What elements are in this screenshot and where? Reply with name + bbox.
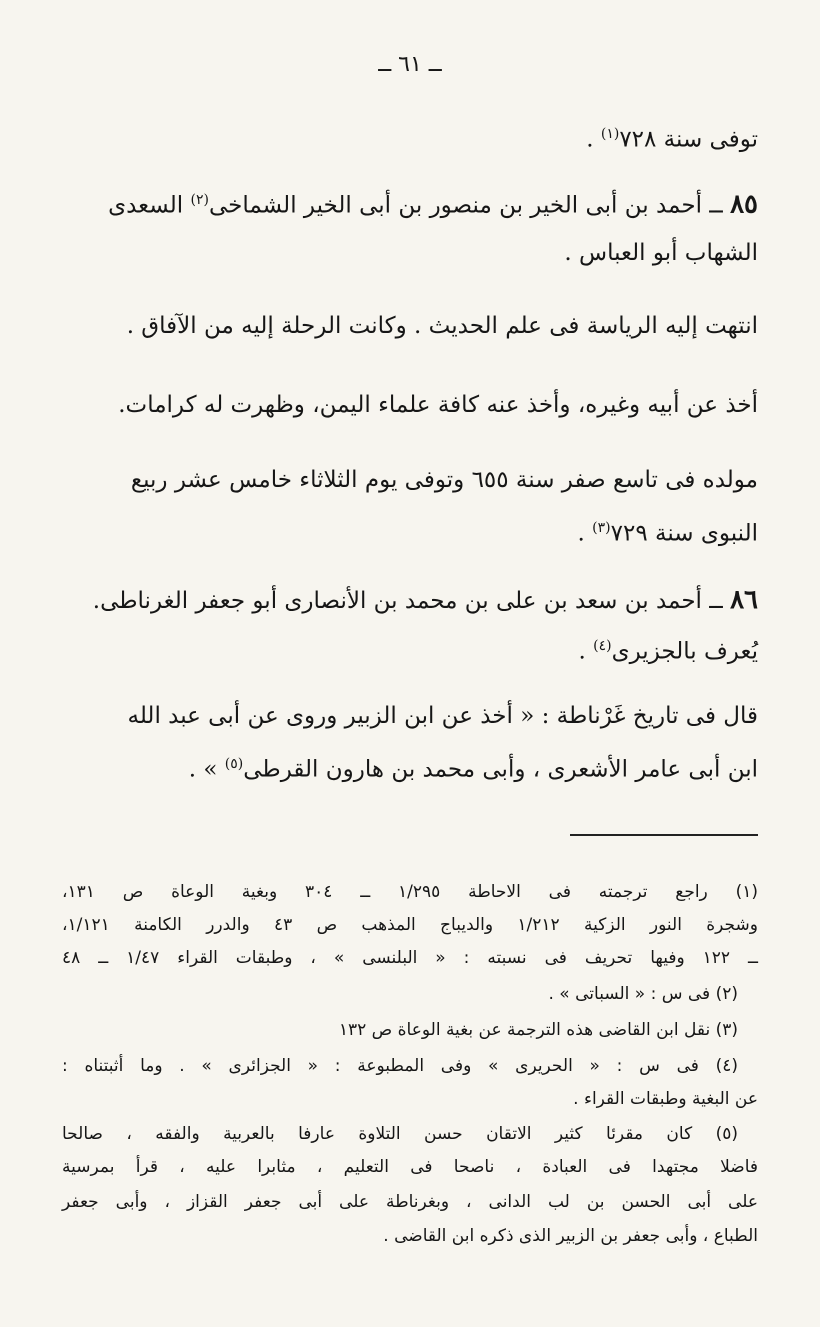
birth-line-2-text: النبوى سنة ٧٢٩ bbox=[610, 520, 758, 547]
footnote-4-line-2: عن البغية وطبقات القراء . bbox=[573, 1089, 758, 1109]
paragraph-teachers: أخذ عن أبيه وغيره، وأخذ عنه كافة علماء اليمن، وظهرت له كرامات. bbox=[118, 392, 758, 418]
entry-85-nisba: السعدى bbox=[108, 192, 184, 219]
quote-line-2 bbox=[62, 748, 758, 786]
footnote-5-line-4: الطباع ، وأبى جعفر بن الزبير الذى ذكره ابن القاضى . bbox=[383, 1226, 758, 1246]
quote-close: » . bbox=[188, 756, 218, 783]
footnote-5-line-2: فاضلا مجتهدا فى العبادة ، ناصحا فى التعليم ، مثابرا عليه ، قرأ بمرسية bbox=[62, 1157, 758, 1177]
page-number: ــ ٦١ ــ bbox=[378, 52, 442, 77]
footnote-1-line-3: ــ ١٢٢ وفيها تحريف فى نسبته : « البلنسى » ، وطبقات القراء ١/٤٧ ــ ٤٨ bbox=[62, 948, 758, 968]
entry-85-name: ــ أحمد بن أبى الخير بن منصور بن أبى الخير الشماخى bbox=[208, 192, 723, 219]
entry-number-85: ٨٥ bbox=[730, 189, 758, 220]
footnote-marker-5: (٥) bbox=[224, 756, 244, 772]
entry-number-86: ٨٦ bbox=[730, 585, 758, 615]
footnote-4-line-1: (٤) فى س : « الحريرى » وفى المطبوعة : « الجزائرى » . وما أثبتناه : bbox=[62, 1056, 738, 1076]
entry-86-known-as-text: يُعرف بالجزيرى bbox=[611, 638, 758, 665]
death-year-text: توفى سنة ٧٢٨ bbox=[619, 126, 758, 153]
footnote-marker-4: (٤) bbox=[593, 638, 612, 654]
quote-line-1: قال فى تاريخ غَرْناطة : « أخذ عن ابن الزبير وروى عن أبى عبد الله bbox=[127, 703, 758, 729]
entry-85-heading bbox=[62, 184, 758, 222]
entry-86-name: ــ أحمد بن سعد بن على بن محمد بن الأنصارى أبو جعفر الغرناطى. bbox=[92, 588, 723, 614]
footnote-1-line-1: (١) راجع ترجمته فى الاحاطة ١/٢٩٥ ــ ٣٠٤ وبغية الوعاة ص ١٣١، bbox=[62, 882, 758, 902]
paragraph-birth-line-1: مولده فى تاسع صفر سنة ٦٥٥ وتوفى يوم الثلاثاء خامس عشر ربيع bbox=[130, 467, 758, 493]
quote-line-2-text: ابن أبى عامر الأشعرى ، وأبى محمد بن هارون القرطى bbox=[243, 756, 758, 783]
footnote-separator bbox=[570, 834, 758, 836]
footnote-5-line-1: (٥) كان مقرئا كثير الاتقان حسن التلاوة عارفا بالعربية والفقه ، صالحا bbox=[62, 1124, 738, 1144]
footnote-3: (٣) نقل ابن القاضى هذه الترجمة عن بغية الوعاة ص ١٣٢ bbox=[338, 1020, 738, 1040]
footnote-marker-1: (١) bbox=[600, 126, 620, 142]
paragraph-hadith: انتهت إليه الرياسة فى علم الحديث . وكانت الرحلة إليه من الآفاق . bbox=[126, 313, 758, 339]
footnote-2: (٢) فى س : « السباتى » . bbox=[548, 984, 738, 1004]
entry-86-known-as: يُعرف بالجزيرى$^{(٤)}$ . bbox=[578, 638, 758, 665]
footnote-5-line-3: على أبى الحسن بن لب الدانى ، وبغرناطة على أبى جعفر القزاز ، وأبى جعفر bbox=[62, 1192, 758, 1212]
entry-86-heading bbox=[62, 584, 758, 617]
paragraph-birth-line-2: النبوى سنة ٧٢٩$^{(٣)}$ . bbox=[577, 520, 758, 547]
footnote-marker-2: (٢) bbox=[190, 192, 209, 208]
footnote-1-line-2: وشجرة النور الزكية ١/٢١٢ والديباج المذهب ص ٤٣ والدرر الكامنة ١/١٢١، bbox=[62, 915, 758, 935]
footnote-marker-3: (٣) bbox=[592, 520, 611, 536]
entry-85-kunya: الشهاب أبو العباس . bbox=[564, 240, 758, 266]
death-year-line: توفى سنة ٧٢٨$^{(١)}$ . bbox=[586, 126, 758, 153]
